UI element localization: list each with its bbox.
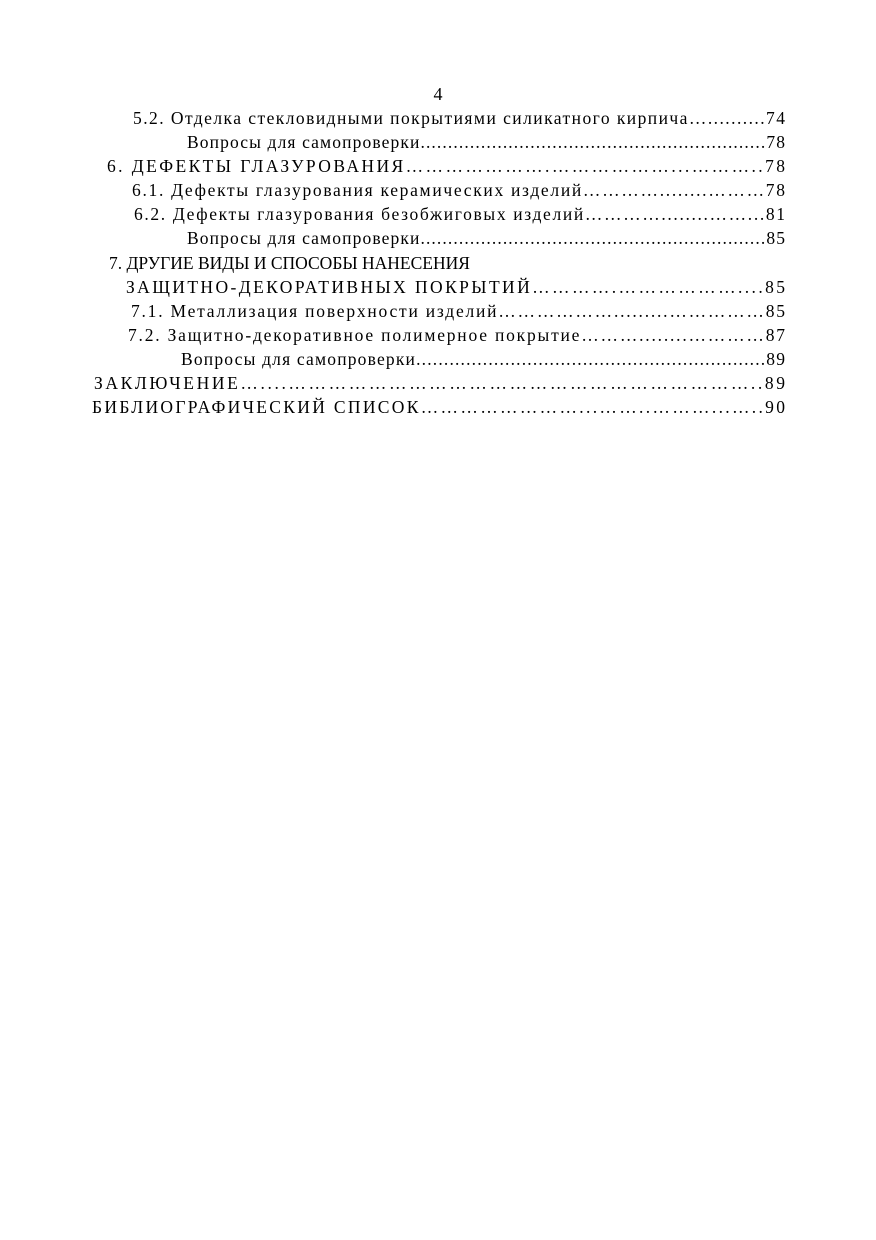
toc-entry-bibliography: БИБЛИОГРАФИЧЕСКИЙ СПИСОК……………………...……..………...…..90 [92, 397, 788, 417]
toc-entry-conclusion: ЗАКЛЮЧЕНИЕ…....……………………………………………………………..89 [94, 373, 788, 393]
toc-entry-6-2: 6.2. Дефекты глазурования безобжиговых изделий…………........……...81 [134, 204, 787, 224]
page-number: 4 [433, 84, 443, 104]
toc-entry-7: 7. ДРУГИЕ ВИДЫ И СПОСОБЫ НАНЕСЕНИЯ [109, 253, 470, 273]
toc-entry-6: 6. ДЕФЕКТЫ ГЛАЗУРОВАНИЯ………………….………………...………..78 [107, 156, 788, 176]
toc-entry-7-continued: ЗАЩИТНО-ДЕКОРАТИВНЫХ ПОКРЫТИЙ………….………………....85 [126, 277, 788, 297]
toc-entry-questions-5: Вопросы для самопроверки...............................................................78 [187, 132, 787, 152]
toc-entry-questions-7: Вопросы для самопроверки...............................................................89 [181, 349, 787, 369]
toc-entry-7-1: 7.1. Металлизация поверхности изделий……………….........……………85 [131, 301, 787, 321]
toc-entry-6-1: 6.1. Дефекты глазурования керамических изделий…………........………78 [132, 180, 787, 200]
toc-entry-questions-6: Вопросы для самопроверки...............................................................85 [187, 228, 787, 248]
toc-entry-5-2: 5.2. Отделка стекловидными покрытиями силикатного кирпича…..........74 [133, 108, 787, 128]
toc-entry-7-2: 7.2. Защитно-декоративное полимерное покрытие………........…………87 [128, 325, 787, 345]
